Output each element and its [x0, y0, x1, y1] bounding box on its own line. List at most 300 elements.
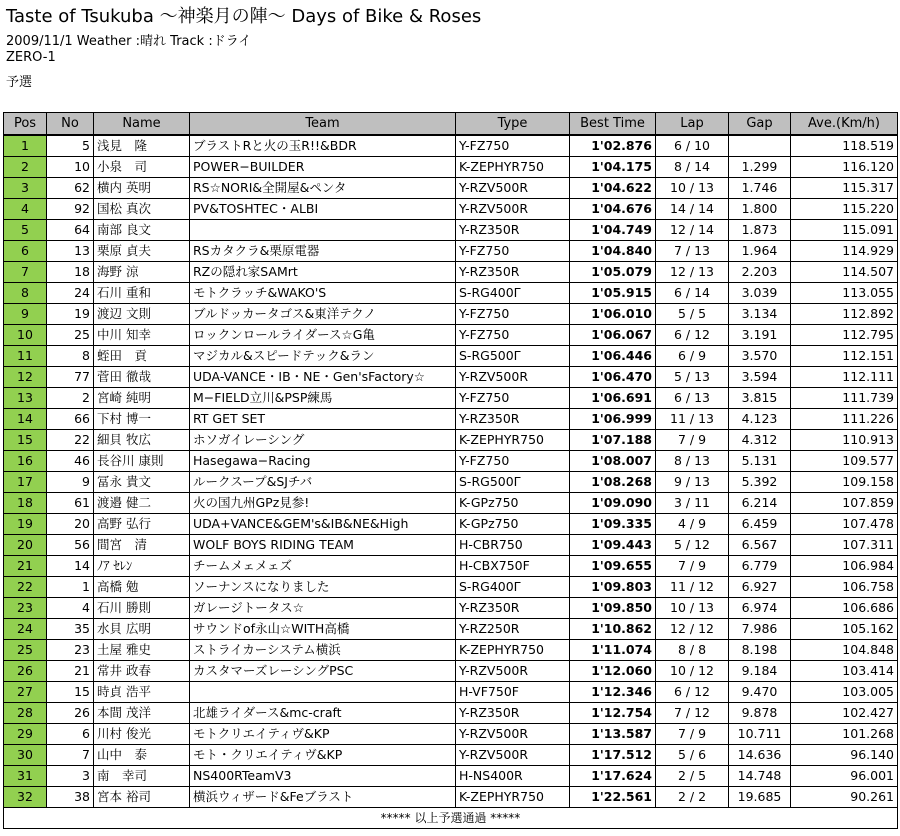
- header-col-team: Team: [190, 113, 456, 136]
- cell-team: カスタマーズレーシングPSC: [190, 661, 456, 682]
- cell-ave-speed: 114.507: [791, 262, 898, 283]
- cell-type: Y-RZV500R: [456, 724, 570, 745]
- cell-name: 水貝 広明: [94, 619, 190, 640]
- cell-name: 小泉 司: [94, 157, 190, 178]
- cell-type: K-ZEPHYR750: [456, 157, 570, 178]
- cell-ave-speed: 107.311: [791, 535, 898, 556]
- cell-pos: 6: [4, 241, 47, 262]
- cell-name: 南 幸司: [94, 766, 190, 787]
- table-row: [4, 199, 898, 220]
- cell-ave-speed: 109.158: [791, 472, 898, 493]
- cell-team: モト・クリエイティヴ&KP: [190, 745, 456, 766]
- cell-lap: 7 / 9: [656, 556, 729, 577]
- cell-name: 石川 勝則: [94, 598, 190, 619]
- header-col-no: No: [47, 113, 94, 136]
- cell-lap: 6 / 12: [656, 325, 729, 346]
- table-row: [4, 493, 898, 514]
- cell-name: 渡邉 健二: [94, 493, 190, 514]
- cell-ave-speed: 103.414: [791, 661, 898, 682]
- cell-pos: 7: [4, 262, 47, 283]
- cell-pos: 11: [4, 346, 47, 367]
- cell-gap: 4.123: [729, 409, 791, 430]
- cell-lap: 12 / 12: [656, 619, 729, 640]
- table-body: [4, 135, 898, 829]
- cell-ave-speed: 106.686: [791, 598, 898, 619]
- cell-lap: 8 / 14: [656, 157, 729, 178]
- cell-no: 18: [47, 262, 94, 283]
- cell-ave-speed: 109.577: [791, 451, 898, 472]
- cell-pos: 31: [4, 766, 47, 787]
- table-row: [4, 346, 898, 367]
- cell-team: [190, 682, 456, 703]
- cell-type: K-ZEPHYR750: [456, 787, 570, 808]
- cell-no: 26: [47, 703, 94, 724]
- cell-team: ホソガイレーシング: [190, 430, 456, 451]
- cell-gap: 4.312: [729, 430, 791, 451]
- cell-name: 栗原 貞夫: [94, 241, 190, 262]
- cell-pos: 24: [4, 619, 47, 640]
- cell-type: Y-RZ350R: [456, 262, 570, 283]
- cell-no: 9: [47, 472, 94, 493]
- cell-type: H-CBX750F: [456, 556, 570, 577]
- cell-type: H-NS400R: [456, 766, 570, 787]
- cell-best-time: 1'09.850: [570, 598, 656, 619]
- cell-team: UDA-VANCE・IB・NE・Gen'sFactory☆: [190, 367, 456, 388]
- cell-lap: 6 / 9: [656, 346, 729, 367]
- cell-gap: 3.191: [729, 325, 791, 346]
- cell-team: ブラストRと火の玉R!!&BDR: [190, 135, 456, 157]
- cell-team: WOLF BOYS RIDING TEAM: [190, 535, 456, 556]
- cell-ave-speed: 90.261: [791, 787, 898, 808]
- cell-ave-speed: 111.226: [791, 409, 898, 430]
- cell-gap: 1.299: [729, 157, 791, 178]
- cell-no: 66: [47, 409, 94, 430]
- cell-team: マジカル&スピードテック&ラン: [190, 346, 456, 367]
- cell-ave-speed: 106.984: [791, 556, 898, 577]
- table-row: [4, 241, 898, 262]
- cell-team: ロックンロールライダース☆G亀: [190, 325, 456, 346]
- cell-lap: 7 / 12: [656, 703, 729, 724]
- cell-best-time: 1'04.749: [570, 220, 656, 241]
- cell-name: 下村 博一: [94, 409, 190, 430]
- cell-team: ストライカーシステム横浜: [190, 640, 456, 661]
- cell-best-time: 1'06.010: [570, 304, 656, 325]
- cell-best-time: 1'09.443: [570, 535, 656, 556]
- cell-team: RSカタクラ&栗原電器: [190, 241, 456, 262]
- cell-gap: 3.134: [729, 304, 791, 325]
- table-row: [4, 135, 898, 157]
- cell-gap: 1.800: [729, 199, 791, 220]
- event-info: 2009/11/1 Weather :晴れ Track :ドライ: [6, 34, 252, 49]
- table-row: [4, 220, 898, 241]
- table-row: [4, 703, 898, 724]
- cell-lap: 6 / 12: [656, 682, 729, 703]
- cell-gap: 3.570: [729, 346, 791, 367]
- cell-lap: 5 / 5: [656, 304, 729, 325]
- cell-gap: [729, 135, 791, 157]
- table-row: [4, 409, 898, 430]
- cell-name: 菅田 徹哉: [94, 367, 190, 388]
- cell-lap: 2 / 5: [656, 766, 729, 787]
- cell-ave-speed: 103.005: [791, 682, 898, 703]
- cell-lap: 6 / 13: [656, 388, 729, 409]
- cell-ave-speed: 112.151: [791, 346, 898, 367]
- cell-lap: 12 / 14: [656, 220, 729, 241]
- cell-gap: 1.746: [729, 178, 791, 199]
- cell-ave-speed: 105.162: [791, 619, 898, 640]
- cell-name: 国松 真次: [94, 199, 190, 220]
- cell-team: 火の国九州GPz見参!: [190, 493, 456, 514]
- cell-best-time: 1'06.470: [570, 367, 656, 388]
- cell-lap: 10 / 13: [656, 178, 729, 199]
- cell-type: K-GPz750: [456, 493, 570, 514]
- cell-lap: 8 / 8: [656, 640, 729, 661]
- cell-name: 常井 政春: [94, 661, 190, 682]
- cell-ave-speed: 111.739: [791, 388, 898, 409]
- cell-no: 13: [47, 241, 94, 262]
- cell-team: POWER−BUILDER: [190, 157, 456, 178]
- cell-ave-speed: 115.220: [791, 199, 898, 220]
- cell-ave-speed: 96.001: [791, 766, 898, 787]
- cell-lap: 4 / 9: [656, 514, 729, 535]
- cell-best-time: 1'07.188: [570, 430, 656, 451]
- cell-type: Y-RZV500R: [456, 367, 570, 388]
- cell-name: 横内 英明: [94, 178, 190, 199]
- cell-team: ブルドッカータゴス&東洋テクノ: [190, 304, 456, 325]
- header-col-type: Type: [456, 113, 570, 136]
- cell-name: 石川 重和: [94, 283, 190, 304]
- cell-pos: 30: [4, 745, 47, 766]
- table-header-row: [4, 113, 898, 136]
- cell-team: ルークスープ&SJチバ: [190, 472, 456, 493]
- table-row: [4, 367, 898, 388]
- cell-gap: 5.392: [729, 472, 791, 493]
- cell-pos: 17: [4, 472, 47, 493]
- cell-pos: 27: [4, 682, 47, 703]
- cell-lap: 11 / 13: [656, 409, 729, 430]
- cell-best-time: 1'12.346: [570, 682, 656, 703]
- cell-pos: 18: [4, 493, 47, 514]
- header-col-pos: Pos: [4, 113, 47, 136]
- cell-name: 渡辺 文則: [94, 304, 190, 325]
- results-table: [3, 112, 898, 829]
- cell-best-time: 1'08.007: [570, 451, 656, 472]
- cell-lap: 7 / 9: [656, 430, 729, 451]
- cell-type: Y-RZ350R: [456, 598, 570, 619]
- cell-name: 宮本 裕司: [94, 787, 190, 808]
- cell-no: 5: [47, 135, 94, 157]
- cell-name: 南部 良文: [94, 220, 190, 241]
- cell-best-time: 1'22.561: [570, 787, 656, 808]
- header-col-ave-speed: Ave.(Km/h): [791, 113, 898, 136]
- cell-best-time: 1'05.915: [570, 283, 656, 304]
- cell-lap: 10 / 13: [656, 598, 729, 619]
- cell-gap: 3.039: [729, 283, 791, 304]
- session-name: 予選: [6, 75, 33, 90]
- cell-ave-speed: 110.913: [791, 430, 898, 451]
- cell-best-time: 1'08.268: [570, 472, 656, 493]
- cell-pos: 3: [4, 178, 47, 199]
- cell-lap: 11 / 12: [656, 577, 729, 598]
- cell-team: [190, 220, 456, 241]
- cell-no: 38: [47, 787, 94, 808]
- cell-team: RT GET SET: [190, 409, 456, 430]
- cell-pos: 21: [4, 556, 47, 577]
- cell-lap: 8 / 13: [656, 451, 729, 472]
- cell-type: H-CBR750: [456, 535, 570, 556]
- table-row: [4, 430, 898, 451]
- cell-ave-speed: 107.859: [791, 493, 898, 514]
- cell-type: Y-FZ750: [456, 451, 570, 472]
- table-row: [4, 283, 898, 304]
- cell-type: Y-RZV500R: [456, 199, 570, 220]
- cell-best-time: 1'06.446: [570, 346, 656, 367]
- cell-type: Y-RZV500R: [456, 745, 570, 766]
- cell-no: 56: [47, 535, 94, 556]
- cell-pos: 8: [4, 283, 47, 304]
- cell-best-time: 1'04.622: [570, 178, 656, 199]
- cell-pos: 12: [4, 367, 47, 388]
- cell-ave-speed: 116.120: [791, 157, 898, 178]
- cell-pos: 4: [4, 199, 47, 220]
- cell-team: 横浜ウィザード&Feブラスト: [190, 787, 456, 808]
- cell-ave-speed: 96.140: [791, 745, 898, 766]
- cell-pos: 20: [4, 535, 47, 556]
- cell-gap: 6.459: [729, 514, 791, 535]
- cell-gap: 6.779: [729, 556, 791, 577]
- cell-gap: 6.927: [729, 577, 791, 598]
- table-row: [4, 787, 898, 808]
- cell-no: 3: [47, 766, 94, 787]
- table-row: [4, 577, 898, 598]
- cell-team: NS400RTeamV3: [190, 766, 456, 787]
- cell-best-time: 1'09.655: [570, 556, 656, 577]
- cell-pos: 22: [4, 577, 47, 598]
- cell-best-time: 1'02.876: [570, 135, 656, 157]
- cell-ave-speed: 104.848: [791, 640, 898, 661]
- cell-lap: 7 / 9: [656, 724, 729, 745]
- cell-pos: 28: [4, 703, 47, 724]
- cell-type: Y-RZV500R: [456, 661, 570, 682]
- cell-no: 21: [47, 661, 94, 682]
- table-row: [4, 472, 898, 493]
- table-row: [4, 535, 898, 556]
- cell-gap: 1.873: [729, 220, 791, 241]
- header-col-lap: Lap: [656, 113, 729, 136]
- cell-best-time: 1'12.060: [570, 661, 656, 682]
- table-row: [4, 598, 898, 619]
- table-row: [4, 745, 898, 766]
- table-row: [4, 388, 898, 409]
- cell-best-time: 1'09.090: [570, 493, 656, 514]
- cell-best-time: 1'09.803: [570, 577, 656, 598]
- cell-type: Y-RZ350R: [456, 409, 570, 430]
- cell-pos: 29: [4, 724, 47, 745]
- cell-type: Y-FZ750: [456, 241, 570, 262]
- table-row: [4, 661, 898, 682]
- cell-no: 2: [47, 388, 94, 409]
- cell-lap: 9 / 13: [656, 472, 729, 493]
- cell-best-time: 1'04.175: [570, 157, 656, 178]
- cell-gap: 7.986: [729, 619, 791, 640]
- cell-lap: 5 / 13: [656, 367, 729, 388]
- cell-no: 20: [47, 514, 94, 535]
- cell-no: 61: [47, 493, 94, 514]
- cell-no: 77: [47, 367, 94, 388]
- cell-type: S-RG500Γ: [456, 472, 570, 493]
- cell-gap: 2.203: [729, 262, 791, 283]
- cell-team: ソーナンスになりました: [190, 577, 456, 598]
- cell-no: 1: [47, 577, 94, 598]
- cell-lap: 6 / 10: [656, 135, 729, 157]
- cell-lap: 5 / 12: [656, 535, 729, 556]
- cell-ave-speed: 115.317: [791, 178, 898, 199]
- table-row: [4, 157, 898, 178]
- cell-type: S-RG500Γ: [456, 346, 570, 367]
- table-row: [4, 556, 898, 577]
- header-col-name: Name: [94, 113, 190, 136]
- cell-gap: 5.131: [729, 451, 791, 472]
- cell-no: 19: [47, 304, 94, 325]
- cell-no: 15: [47, 682, 94, 703]
- cell-name: 間宮 清: [94, 535, 190, 556]
- cell-ave-speed: 112.111: [791, 367, 898, 388]
- cell-gap: 6.567: [729, 535, 791, 556]
- table-row: [4, 682, 898, 703]
- cell-team: ガレージトータス☆: [190, 598, 456, 619]
- cell-ave-speed: 107.478: [791, 514, 898, 535]
- cell-gap: 3.815: [729, 388, 791, 409]
- cell-team: PV&TOSHTEC・ALBI: [190, 199, 456, 220]
- cell-best-time: 1'10.862: [570, 619, 656, 640]
- cell-ave-speed: 113.055: [791, 283, 898, 304]
- table-footer-row: [4, 808, 898, 829]
- cell-no: 4: [47, 598, 94, 619]
- cell-name: 中川 知幸: [94, 325, 190, 346]
- class-name: ZERO-1: [6, 50, 56, 65]
- header-col-gap: Gap: [729, 113, 791, 136]
- cell-team: UDA+VANCE&GEM's&IB&NE&High: [190, 514, 456, 535]
- cell-pos: 1: [4, 135, 47, 157]
- cell-type: K-ZEPHYR750: [456, 640, 570, 661]
- cell-no: 46: [47, 451, 94, 472]
- cell-best-time: 1'04.676: [570, 199, 656, 220]
- cell-name: 海野 涼: [94, 262, 190, 283]
- cell-team: サウンドof永山☆WITH高橋: [190, 619, 456, 640]
- cell-type: Y-FZ750: [456, 135, 570, 157]
- cell-pos: 2: [4, 157, 47, 178]
- cell-gap: 14.636: [729, 745, 791, 766]
- table-row: [4, 262, 898, 283]
- cell-name: 高野 弘行: [94, 514, 190, 535]
- cell-gap: 6.214: [729, 493, 791, 514]
- cell-name: 川村 俊光: [94, 724, 190, 745]
- cell-pos: 5: [4, 220, 47, 241]
- cell-pos: 15: [4, 430, 47, 451]
- cell-lap: 12 / 13: [656, 262, 729, 283]
- cell-gap: 9.184: [729, 661, 791, 682]
- cell-name: 浅見 隆: [94, 135, 190, 157]
- cell-best-time: 1'12.754: [570, 703, 656, 724]
- cell-pos: 23: [4, 598, 47, 619]
- cell-team: RZの隠れ家SAMrt: [190, 262, 456, 283]
- table-row: [4, 514, 898, 535]
- cell-name: 宮崎 純明: [94, 388, 190, 409]
- cell-ave-speed: 101.268: [791, 724, 898, 745]
- cell-team: Hasegawa−Racing: [190, 451, 456, 472]
- cell-team: RS☆NORI&全開屋&ペンタ: [190, 178, 456, 199]
- table-row: [4, 619, 898, 640]
- cell-gap: 8.198: [729, 640, 791, 661]
- cell-gap: 14.748: [729, 766, 791, 787]
- cell-name: 長谷川 康則: [94, 451, 190, 472]
- cell-team: モトクラッチ&WAKO'S: [190, 283, 456, 304]
- cell-name: 細貝 牧広: [94, 430, 190, 451]
- cell-no: 14: [47, 556, 94, 577]
- cell-best-time: 1'13.587: [570, 724, 656, 745]
- cell-lap: 10 / 12: [656, 661, 729, 682]
- cell-no: 24: [47, 283, 94, 304]
- cell-team: チームメェメェズ: [190, 556, 456, 577]
- cell-no: 8: [47, 346, 94, 367]
- cell-name: 高橋 勉: [94, 577, 190, 598]
- cell-lap: 14 / 14: [656, 199, 729, 220]
- cell-no: 23: [47, 640, 94, 661]
- cell-gap: 19.685: [729, 787, 791, 808]
- qualification-note: ***** 以上予選通過 *****: [4, 808, 898, 829]
- table-row: [4, 640, 898, 661]
- cell-best-time: 1'17.512: [570, 745, 656, 766]
- cell-pos: 10: [4, 325, 47, 346]
- page-title: Taste of Tsukuba 〜神楽月の陣〜 Days of Bike & Roses: [6, 6, 482, 27]
- cell-type: Y-RZ250R: [456, 619, 570, 640]
- cell-no: 64: [47, 220, 94, 241]
- table-row: [4, 178, 898, 199]
- cell-type: H-VF750F: [456, 682, 570, 703]
- cell-best-time: 1'04.840: [570, 241, 656, 262]
- cell-pos: 9: [4, 304, 47, 325]
- table-row: [4, 325, 898, 346]
- cell-gap: 1.964: [729, 241, 791, 262]
- cell-type: Y-FZ750: [456, 304, 570, 325]
- table-row: [4, 724, 898, 745]
- cell-ave-speed: 118.519: [791, 135, 898, 157]
- table-row: [4, 304, 898, 325]
- cell-best-time: 1'09.335: [570, 514, 656, 535]
- cell-best-time: 1'06.691: [570, 388, 656, 409]
- cell-ave-speed: 112.892: [791, 304, 898, 325]
- cell-ave-speed: 115.091: [791, 220, 898, 241]
- cell-gap: 9.470: [729, 682, 791, 703]
- cell-ave-speed: 106.758: [791, 577, 898, 598]
- cell-pos: 14: [4, 409, 47, 430]
- table-row: [4, 451, 898, 472]
- cell-lap: 7 / 13: [656, 241, 729, 262]
- cell-pos: 25: [4, 640, 47, 661]
- cell-lap: 6 / 14: [656, 283, 729, 304]
- cell-type: K-GPz750: [456, 514, 570, 535]
- cell-name: ﾉｱ ｾﾚﾝ: [94, 556, 190, 577]
- cell-pos: 13: [4, 388, 47, 409]
- cell-name: 蛭田 貢: [94, 346, 190, 367]
- cell-name: 土屋 雅史: [94, 640, 190, 661]
- cell-gap: 9.878: [729, 703, 791, 724]
- cell-no: 22: [47, 430, 94, 451]
- cell-lap: 3 / 11: [656, 493, 729, 514]
- cell-type: S-RG400Γ: [456, 283, 570, 304]
- cell-lap: 5 / 6: [656, 745, 729, 766]
- cell-team: M−FIELD立川&PSP練馬: [190, 388, 456, 409]
